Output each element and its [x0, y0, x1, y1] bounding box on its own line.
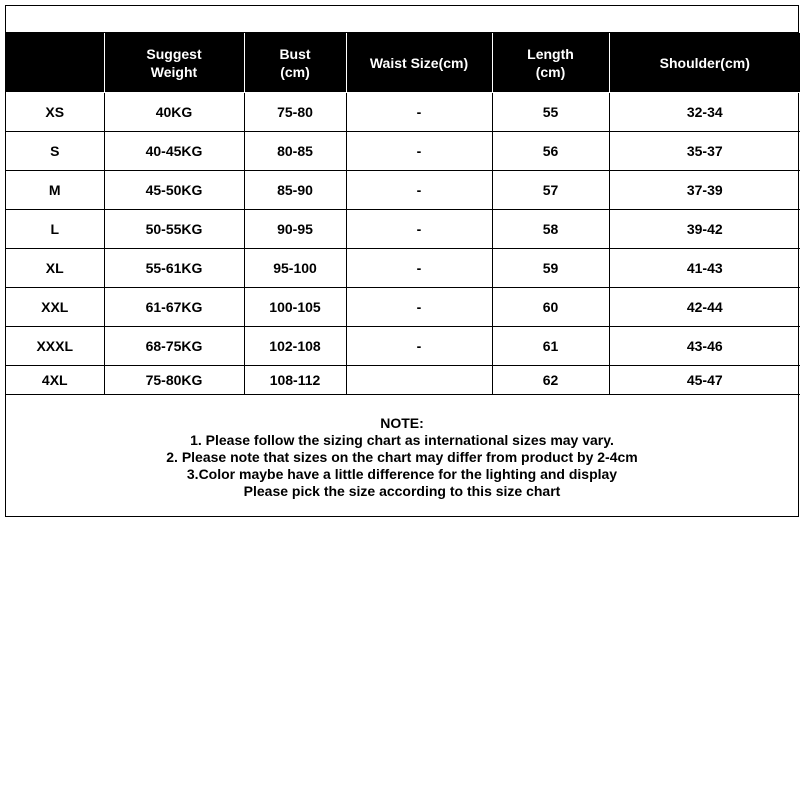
size-cell: L [6, 210, 104, 249]
size-cell: S [6, 132, 104, 171]
weight-cell: 55-61KG [104, 249, 244, 288]
waist-cell: - [346, 327, 492, 366]
size-cell: XL [6, 249, 104, 288]
length-cell: 58 [492, 210, 609, 249]
waist-cell: - [346, 171, 492, 210]
weight-cell: 40KG [104, 93, 244, 132]
bust-cell: 102-108 [244, 327, 346, 366]
bust-cell: 90-95 [244, 210, 346, 249]
header-suggest-weight: Suggest Weight [104, 33, 244, 93]
table-row [6, 366, 800, 395]
size-chart [5, 5, 799, 517]
length-cell: 56 [492, 132, 609, 171]
header-length: Length (cm) [492, 33, 609, 93]
bust-cell: 95-100 [244, 249, 346, 288]
shoulder-cell: 43-46 [609, 327, 800, 366]
weight-cell: 45-50KG [104, 171, 244, 210]
length-cell: 62 [492, 366, 609, 395]
size-note [6, 395, 798, 500]
weight-cell: 61-67KG [104, 288, 244, 327]
header-waist: Waist Size(cm) [346, 33, 492, 93]
shoulder-cell: 35-37 [609, 132, 800, 171]
size-cell: M [6, 171, 104, 210]
table-row [6, 132, 800, 171]
note-line: Please pick the size according to this size chart [243, 483, 561, 499]
shoulder-cell: 39-42 [609, 210, 800, 249]
shoulder-cell: 41-43 [609, 249, 800, 288]
waist-cell: - [346, 93, 492, 132]
shoulder-cell: 37-39 [609, 171, 800, 210]
shoulder-cell: 45-47 [609, 366, 800, 395]
table-row [6, 210, 800, 249]
size-cell: XXXL [6, 327, 104, 366]
bust-cell: 100-105 [244, 288, 346, 327]
size-cell: XS [6, 93, 104, 132]
header-shoulder: Shoulder(cm) [609, 33, 800, 93]
length-cell: 55 [492, 93, 609, 132]
waist-cell: - [346, 210, 492, 249]
table-header-row [6, 33, 800, 93]
table-row [6, 288, 800, 327]
shoulder-cell: 42-44 [609, 288, 800, 327]
note-heading: NOTE: [380, 415, 424, 431]
table-row [6, 327, 800, 366]
table-row [6, 171, 800, 210]
header-bust: Bust (cm) [244, 33, 346, 93]
weight-cell: 68-75KG [104, 327, 244, 366]
length-cell: 61 [492, 327, 609, 366]
table-row [6, 249, 800, 288]
bust-cell: 80-85 [244, 132, 346, 171]
table-row [6, 93, 800, 132]
bust-cell: 85-90 [244, 171, 346, 210]
length-cell: 57 [492, 171, 609, 210]
note-line: 2. Please note that sizes on the chart may differ from product by 2-4cm [166, 449, 638, 465]
size-cell: XXL [6, 288, 104, 327]
weight-cell: 75-80KG [104, 366, 244, 395]
note-line: 3.Color maybe have a little difference for the lighting and display [186, 466, 618, 482]
size-cell: 4XL [6, 366, 104, 395]
size-table [6, 33, 800, 395]
length-cell: 59 [492, 249, 609, 288]
header-size [6, 33, 104, 93]
waist-cell: - [346, 288, 492, 327]
bust-cell: 108-112 [244, 366, 346, 395]
waist-cell [346, 366, 492, 395]
note-line: 1. Please follow the sizing chart as international sizes may vary. [190, 432, 614, 448]
weight-cell: 50-55KG [104, 210, 244, 249]
bust-cell: 75-80 [244, 93, 346, 132]
waist-cell: - [346, 132, 492, 171]
weight-cell: 40-45KG [104, 132, 244, 171]
length-cell: 60 [492, 288, 609, 327]
waist-cell: - [346, 249, 492, 288]
top-blank-bar [6, 6, 798, 33]
shoulder-cell: 32-34 [609, 93, 800, 132]
